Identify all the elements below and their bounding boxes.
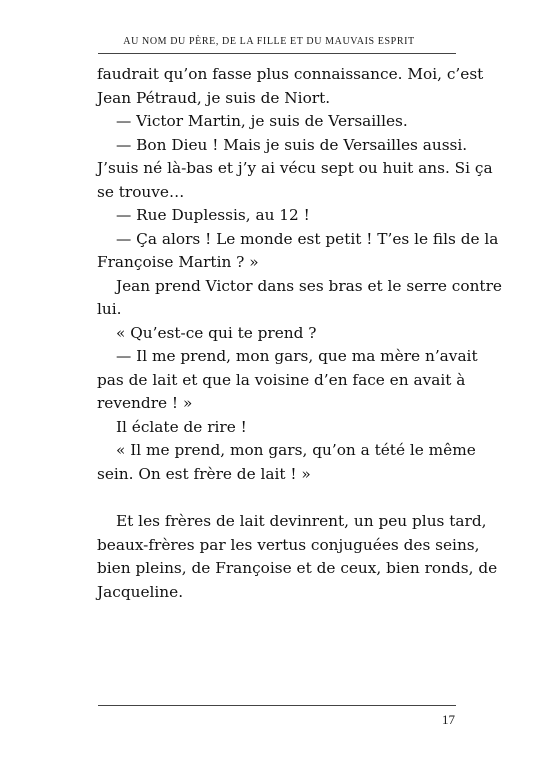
running-head: AU NOM DU PÈRE, DE LA FILLE ET DU MAUVAIS ESPRIT	[123, 36, 415, 47]
text-line: Jean Pétraud, je suis de Niort.	[97, 88, 331, 107]
text-line: Et les frères de lait devinrent, un peu plus tard,	[116, 512, 487, 530]
text-line: pas de lait et que la voisine d’en face en avait à	[97, 370, 466, 389]
text-line: se trouve…	[97, 182, 185, 201]
text-line: revendre ! »	[97, 394, 193, 412]
text-line: J’suis né là-bas et j’y ai vécu sept ou huit ans. Si ça	[97, 159, 493, 177]
text-line: « Il me prend, mon gars, qu’on a tété le même	[116, 441, 476, 459]
text-line: bien pleins, de Françoise et de ceux, bien ronds, de	[97, 559, 498, 577]
text-line: — Victor Martin, je suis de Versailles.	[116, 112, 408, 130]
footer-rule	[98, 705, 456, 706]
body-text	[97, 63, 502, 604]
text-line: Françoise Martin ? »	[97, 253, 259, 271]
text-line: — Il me prend, mon gars, que ma mère n’avait	[116, 347, 478, 365]
text-line: Jacqueline.	[97, 582, 184, 601]
paragraph-gap	[97, 486, 455, 510]
page-number: 17	[442, 712, 455, 727]
text-line: beaux-frères par les vertus conjuguées des seins,	[97, 535, 480, 554]
text-line: — Rue Duplessis, au 12 !	[116, 206, 310, 224]
text-line: — Ça alors ! Le monde est petit ! T’es le fils de la	[116, 229, 499, 248]
text-line: lui.	[97, 300, 122, 318]
text-line: « Qu’est-ce qui te prend ?	[116, 323, 317, 342]
text-line: faudrait qu’on fasse plus connaissance. Moi, c’est	[97, 65, 484, 83]
text-line: Jean prend Victor dans ses bras et le serre contre	[116, 276, 502, 295]
header-rule	[98, 53, 456, 54]
text-line: — Bon Dieu ! Mais je suis de Versailles aussi.	[116, 135, 468, 154]
text-line: Il éclate de rire !	[116, 417, 247, 436]
text-line: sein. On est frère de lait ! »	[97, 464, 311, 483]
